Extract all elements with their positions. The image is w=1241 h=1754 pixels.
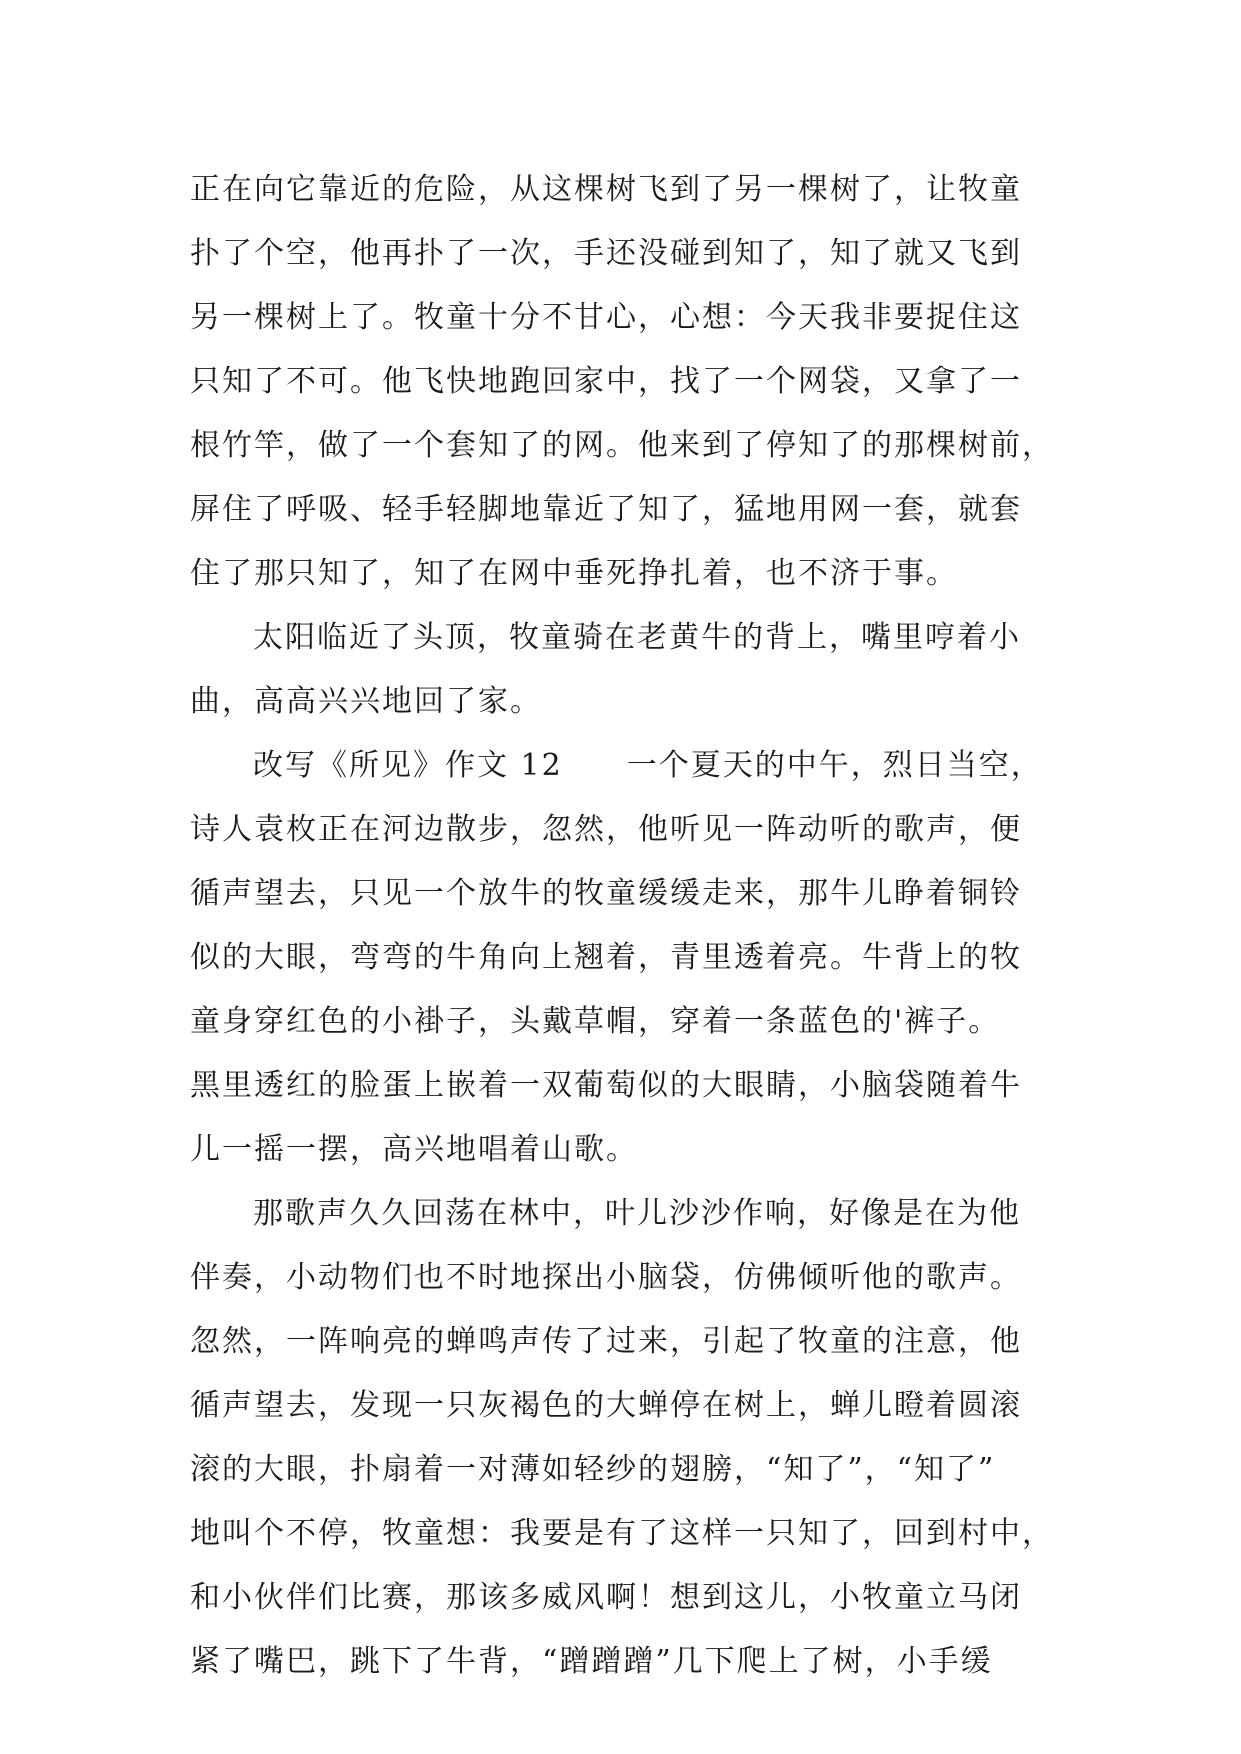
text-line: 曲，高高兴兴地回了家。 (190, 684, 542, 719)
text-line: 诗人袁枚正在河边散步，忽然，他听见一阵动听的歌声，便 (190, 812, 1022, 847)
text-line: 循声望去，发现一只灰褐色的大蝉停在树上，蝉儿瞪着圆滚 (190, 1388, 1022, 1423)
text-line: 正在向它靠近的危险，从这棵树飞到了另一棵树了，让牧童 (190, 172, 1022, 207)
text-line: 黑里透红的脸蛋上嵌着一双葡萄似的大眼睛，小脑袋随着牛 (190, 1068, 1022, 1103)
text-line: 伴奏，小动物们也不时地探出小脑袋，仿佛倾听他的歌声。 (190, 1260, 1022, 1295)
text-line: 儿一摇一摆，高兴地唱着山歌。 (190, 1132, 638, 1167)
text-line: 循声望去，只见一个放牛的牧童缓缓走来，那牛儿睁着铜铃 (190, 876, 1022, 911)
text-line: 童身穿红色的小褂子，头戴草帽，穿着一条蓝色的'裤子。 (190, 1004, 1001, 1039)
text-line: 地叫个不停，牧童想：我要是有了这样一只知了，回到村中， (190, 1516, 1054, 1551)
body-text (190, 158, 1090, 1694)
text-line: 滚的大眼，扑扇着一对薄如轻纱的翅膀，“知了”，“知了” (190, 1452, 996, 1487)
paragraph-start-line: 太阳临近了头顶，牧童骑在老黄牛的背上，嘴里哼着小 (253, 620, 1021, 655)
text-line: 只知了不可。他飞快地跑回家中，找了一个网袋，又拿了一 (190, 364, 1022, 399)
section-heading-line: 改写《所见》作文 12 一个夏天的中午，烈日当空， (253, 748, 1043, 783)
text-line: 和小伙伴们比赛，那该多威风啊！想到这儿，小牧童立马闭 (190, 1580, 1022, 1615)
text-line: 屏住了呼吸、轻手轻脚地靠近了知了，猛地用网一套，就套 (190, 492, 1022, 527)
text-line: 根竹竿，做了一个套知了的网。他来到了停知了的那棵树前， (190, 428, 1054, 463)
text-line: 扑了个空，他再扑了一次，手还没碰到知了，知了就又飞到 (190, 236, 1022, 271)
text-line: 另一棵树上了。牧童十分不甘心，心想：今天我非要捉住这 (190, 300, 1022, 335)
text-line: 紧了嘴巴，跳下了牛背，“蹭蹭蹭”几下爬上了树，小手缓 (190, 1644, 993, 1679)
paragraph-start-line: 那歌声久久回荡在林中，叶儿沙沙作响，好像是在为他 (253, 1196, 1021, 1231)
text-line: 似的大眼，弯弯的牛角向上翘着，青里透着亮。牛背上的牧 (190, 940, 1022, 975)
text-line: 住了那只知了，知了在网中垂死挣扎着，也不济于事。 (190, 556, 958, 591)
text-line: 忽然，一阵响亮的蝉鸣声传了过来，引起了牧童的注意，他 (190, 1324, 1022, 1359)
